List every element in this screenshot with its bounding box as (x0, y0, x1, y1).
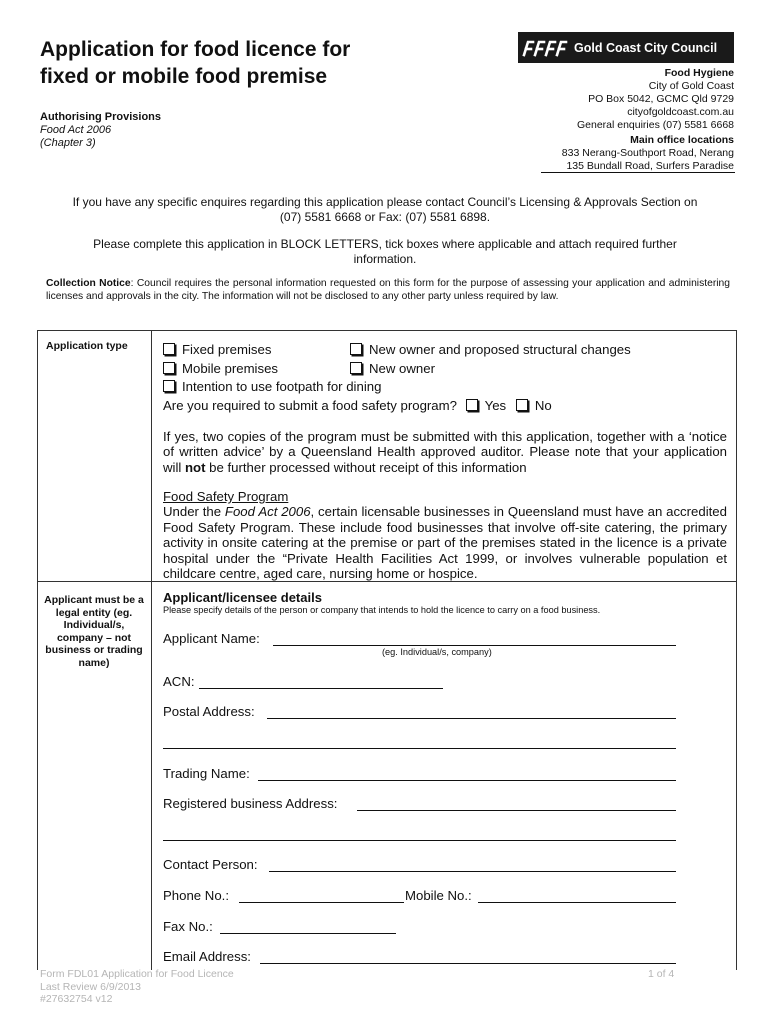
authorising-provisions (40, 111, 161, 150)
applicant-legal-entity-label: Applicant must be a legal entity (eg. Individual/s, company – not business or trading name) (44, 594, 144, 669)
checkbox-fsp-yes[interactable] (466, 399, 478, 411)
email-label: Email Address: (163, 949, 251, 964)
acn-input[interactable] (199, 688, 443, 689)
header-rule (541, 172, 735, 173)
doc-number: #27632754 v12 (40, 993, 113, 1005)
logo-text: Gold Coast City Council (574, 40, 718, 55)
option-label: Mobile premises (182, 361, 279, 376)
registered-address-input-line2[interactable] (163, 840, 676, 841)
option-new-owner[interactable] (350, 361, 435, 377)
fax-label: Fax No.: (163, 919, 213, 934)
enquiry-text (40, 195, 730, 225)
option-label: Intention to use footpath for dining (182, 379, 382, 394)
checkbox-mobile-premises[interactable] (163, 362, 175, 374)
option-label: New owner (369, 361, 435, 376)
block-line-2: information. (353, 252, 417, 266)
po-box: PO Box 5042, GCMC Qld 9729 (588, 93, 734, 105)
form-title (40, 36, 350, 90)
acn-label: ACN: (163, 674, 195, 689)
city-name: City of Gold Coast (648, 80, 734, 92)
phone-label: Phone No.: (163, 888, 229, 903)
fsp-text: Under the (163, 504, 225, 520)
note-text-end: be further processed without receipt of this information (205, 459, 527, 475)
fax-input[interactable] (220, 933, 396, 934)
title-line-1: Application for food licence for (40, 38, 351, 61)
option-mobile-premises[interactable] (163, 361, 278, 377)
phone-input[interactable] (239, 902, 404, 903)
trading-name-label: Trading Name: (163, 766, 250, 781)
option-label: New owner and proposed structural changes (369, 342, 631, 357)
fsp-heading: Food Safety Program (163, 489, 289, 504)
fsp-no-label: No (534, 398, 552, 413)
application-type-label: Application type (46, 340, 128, 352)
applicant-heading: Applicant/licensee details (163, 590, 322, 605)
option-fixed-premises[interactable] (163, 342, 271, 358)
dept-name: Food Hygiene (664, 67, 734, 79)
postal-address-label: Postal Address: (163, 704, 255, 719)
registered-address-input[interactable] (357, 810, 676, 811)
gcc-logo-mark-icon (518, 32, 574, 63)
fsp-yes-label: Yes (484, 398, 507, 413)
form-footer (40, 968, 234, 1006)
contact-person-label: Contact Person: (163, 857, 258, 872)
option-label: Fixed premises (182, 342, 272, 357)
mobile-input[interactable] (478, 902, 676, 903)
registered-address-label: Registered business Address: (163, 796, 338, 811)
fsp-question: Are you required to submit a food safety program? (163, 398, 457, 413)
block-letters-text (40, 237, 730, 267)
trading-name-input[interactable] (258, 780, 676, 781)
checkbox-new-owner-structural[interactable] (350, 343, 362, 355)
last-review: Last Review 6/9/2013 (40, 980, 141, 993)
fsp-text-end: , certain licensable businesses in Queensland must have an accredited Food Safety Program. These include food businesses that involve off-site catering, the primary activity in onsite catering at the premise or part of the premises stated in the licence is a private hospital under the “Private Health Facilities Act 1999, or involves vulnerable population et childcare centre, aged care, nursing home or hospice. (163, 504, 727, 582)
mobile-label: Mobile No.: (405, 888, 472, 903)
note-text: If yes, two copies of the program must be submitted with this application, together with a ‘notice of written advice’ by a Queensland Health approved auditor. Please note that your application will (163, 429, 727, 475)
email-input[interactable] (260, 963, 676, 964)
option-footpath-dining[interactable] (163, 379, 381, 395)
office-nerang: 833 Nerang-Southport Road, Nerang (561, 147, 734, 159)
applicant-name-hint: (eg. Individual/s, company) (382, 647, 492, 657)
applicant-name-label: Applicant Name: (163, 631, 260, 646)
applicant-name-input[interactable] (273, 645, 676, 646)
checkbox-fixed-premises[interactable] (163, 343, 175, 355)
note-bold: not (184, 459, 206, 475)
form-code: Form FDL01 Application for Food Licence (40, 968, 234, 980)
postal-address-input[interactable] (267, 718, 676, 719)
fsp-question-row (163, 398, 552, 414)
notice-text: : Council requires the personal information requested on this form for the purpose of assessing your application and administering licenses and approvals in the city. The information will not be disclosed to any other party unless required by law. (46, 278, 730, 302)
auth-act: Food Act 2006 (40, 124, 112, 136)
auth-heading: Authorising Provisions (40, 111, 162, 123)
office-surfers: 135 Bundall Road, Surfers Paradise (566, 160, 734, 172)
general-enquiries: General enquiries (07) 5581 6668 (576, 119, 734, 131)
checkbox-new-owner[interactable] (350, 362, 362, 374)
title-line-2: fixed or mobile food premise (40, 65, 328, 88)
option-new-owner-structural[interactable] (350, 342, 631, 358)
collection-notice (46, 278, 730, 303)
offices-heading: Main office locations (630, 134, 734, 146)
council-contact (562, 67, 734, 173)
applicant-subheading: Please specify details of the person or company that intends to hold the licence to carry on a food business. (163, 605, 601, 615)
fsp-act: Food Act 2006 (224, 504, 311, 520)
enquiry-line-1: If you have any specific enquires regarding this application please contact Council’s Licensing & Approvals Section on (72, 195, 698, 209)
fsp-section (163, 489, 727, 581)
contact-person-input[interactable] (269, 871, 676, 872)
council-logo (518, 32, 734, 63)
block-line-1: Please complete this application in BLOCK LETTERS, tick boxes where applicable and attach required further (93, 237, 677, 251)
notice-label: Collection Notice (46, 278, 131, 289)
enquiry-line-2: (07) 5581 6668 or Fax: (07) 5581 6898. (279, 210, 491, 224)
auth-chapter: (Chapter 3) (40, 137, 96, 149)
website: cityofgoldcoast.com.au (627, 106, 734, 118)
checkbox-footpath-dining[interactable] (163, 380, 175, 392)
fsp-submission-note (163, 429, 727, 475)
page-number: 1 of 4 (648, 968, 675, 980)
fsp-paragraph (163, 504, 727, 581)
checkbox-fsp-no[interactable] (516, 399, 528, 411)
postal-address-input-line2[interactable] (163, 748, 676, 749)
